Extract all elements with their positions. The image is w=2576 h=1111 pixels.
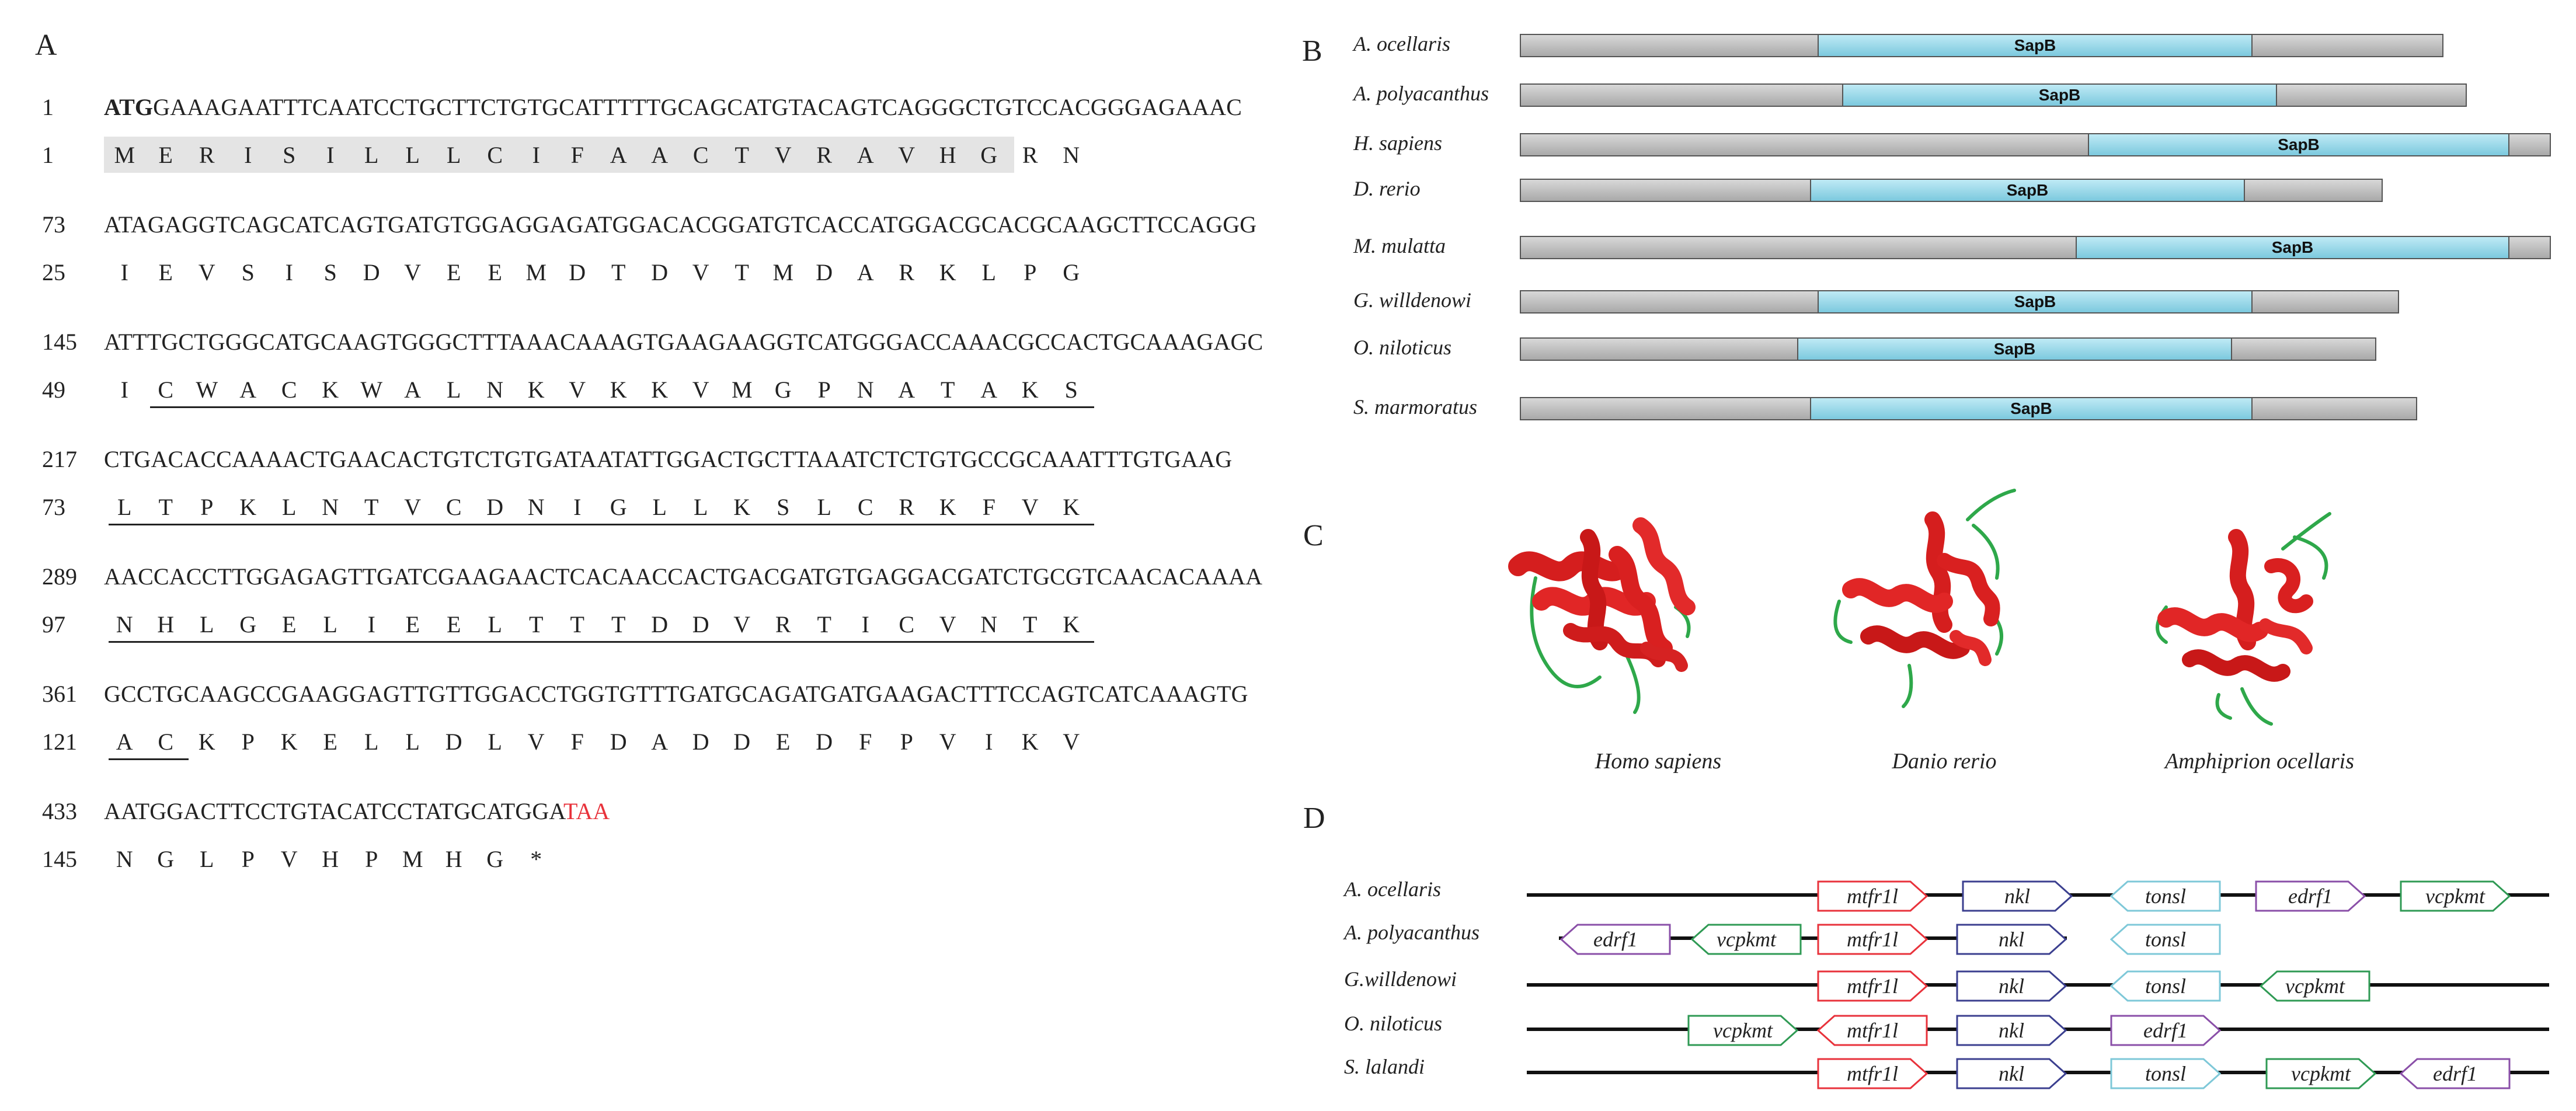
amino-acid-residue: N [857,376,874,403]
amino-acid-residue: T [734,259,749,285]
gene-label: nkl [1999,928,2024,951]
amino-acid-residue: T [1023,611,1038,638]
species-name: A. polyacanthus [1353,82,1489,105]
amino-acid-residue: G [1063,259,1080,285]
gene-label: edrf1 [1593,928,1638,951]
amino-acid-residue: E [405,611,420,638]
amino-acid-residue: S [777,493,790,520]
amino-acid-residue: K [610,376,627,403]
amino-acid-residue: L [981,259,996,285]
amino-acid-residue: E [776,728,791,755]
nt-position-number: 1 [42,94,54,120]
nucleotide-sequence-line [104,680,1248,708]
gene-tonsl [2110,880,2221,912]
amino-acid-residue: D [692,728,709,755]
amino-acid-residue: N [527,493,545,520]
structure-amphiprion-ocellaris [2137,502,2382,736]
amino-acid-residue: S [323,259,337,285]
gene-label: nkl [1999,974,2024,998]
nt-position-number: 433 [42,798,77,824]
gene-label: nkl [2004,884,2030,908]
amino-acid-residue: L [200,845,214,872]
amino-acid-residue: A [116,728,133,755]
amino-acid-residue: C [445,493,462,520]
amino-acid-residue: V [527,728,545,755]
aa-position-number: 97 [42,611,65,638]
amino-acid-residue: T [611,259,626,285]
amino-acid-residue: E [488,259,502,285]
amino-acid-residue: K [939,493,956,520]
amino-acid-residue: D [363,259,380,285]
amino-acid-residue: K [1063,611,1080,638]
amino-acid-residue: F [570,728,584,755]
nt-position-number: 361 [42,681,77,707]
amino-acid-residue: A [651,141,669,168]
amino-acid-sequence-line [104,604,1092,645]
gene-tonsl [2110,924,2221,955]
amino-acid-residue: G [610,493,627,520]
nucleotide-sequence: ATAGAGGTCAGCATCAGTGATGTGGAGGAGATGGACACGGATGTCACCATGGACGCACGCAAGCTTCCAGGG [104,211,1257,238]
amino-acid-residue: D [610,728,627,755]
amino-acid-residue: L [447,376,461,403]
amino-acid-residue: R [1022,141,1038,168]
amino-acid-residue: K [239,493,257,520]
amino-acid-residue: W [196,376,218,403]
amino-acid-residue: H [157,611,175,638]
amino-acid-residue: E [447,611,461,638]
amino-acid-residue: D [486,493,504,520]
sapb-domain: SapB [1842,83,2277,107]
gene-label: vcpkmt [1717,928,1776,951]
amino-acid-residue: N [322,493,339,520]
aa-position-number: 145 [42,846,77,872]
gene-label: mtfr1l [1846,1062,1898,1085]
amino-acid-residue: T [529,611,544,638]
gene-label: edrf1 [2433,1062,2477,1085]
gene-nkl [1956,970,2067,1002]
gene-vcpkmt [2400,880,2511,912]
gene-label: tonsl [2145,884,2186,908]
sapb-domain: SapB [2088,133,2509,156]
amino-acid-residue: L [447,141,461,168]
nt-position-number: 217 [42,446,77,472]
amino-acid-residue: R [199,141,215,168]
amino-acid-residue: P [817,376,831,403]
amino-acid-residue: C [899,611,915,638]
gene-edrf1 [2255,880,2366,912]
start-codon: ATG [104,94,154,120]
amino-acid-residue: T [817,611,831,638]
amino-acid-residue: M [402,845,423,872]
panel-a-letter: A [35,29,57,62]
amino-acid-residue: K [733,493,751,520]
amino-acid-residue: L [488,611,502,638]
amino-acid-residue: G [774,376,792,403]
amino-acid-residue: S [1064,376,1078,403]
amino-acid-residue: K [1021,376,1039,403]
synteny-species-name: A. ocellaris [1344,877,1441,901]
gene-edrf1 [2400,1058,2511,1089]
amino-acid-residue: E [158,259,173,285]
amino-acid-residue: I [985,728,993,755]
amino-acid-residue: K [1021,728,1039,755]
aa-position-number: 25 [42,259,65,285]
amino-acid-residue: D [651,611,669,638]
amino-acid-residue: N [116,845,133,872]
amino-acid-residue: V [1021,493,1039,520]
amino-acid-residue: E [323,728,337,755]
amino-acid-residue: T [364,493,379,520]
amino-acid-residue: I [120,376,128,403]
amino-acid-residue: L [652,493,667,520]
amino-acid-residue: M [525,259,547,285]
nt-position-number: 73 [42,211,65,238]
amino-acid-residue: K [527,376,545,403]
nucleotide-sequence-line [104,93,1242,121]
amino-acid-residue: P [900,728,913,755]
amino-acid-residue: K [939,259,956,285]
amino-acid-residue: K [280,728,298,755]
amino-acid-residue: R [899,493,915,520]
amino-acid-residue: F [982,493,995,520]
amino-acid-residue: I [532,141,540,168]
amino-acid-residue: R [775,611,791,638]
amino-acid-residue: L [488,728,502,755]
gene-mtfr1l [1817,1058,1928,1089]
aa-position-number: 1 [42,142,54,168]
gene-label: tonsl [2145,1062,2186,1085]
amino-acid-residue: P [241,728,255,755]
sapb-region-underline [150,406,1095,408]
amino-acid-residue: A [980,376,998,403]
gene-tonsl [2110,970,2221,1002]
amino-acid-residue: E [282,611,297,638]
panel-c-letter: C [1303,519,1324,552]
amino-acid-residue: G [157,845,175,872]
species-name: H. sapiens [1353,131,1442,155]
amino-acid-residue: P [241,845,255,872]
amino-acid-residue: D [569,259,586,285]
amino-acid-residue: L [323,611,337,638]
nucleotide-sequence: GAAAGAATTTCAATCCTGCTTCTGTGCATTTTTGCAGCATGTACAGTCAGGGCTGTCCACGGGAGAAAC [153,94,1242,120]
gene-label: mtfr1l [1846,928,1898,951]
amino-acid-residue: N [116,611,133,638]
nucleotide-sequence: AACCACCTTGGAGAGTTGATCGAAGAACTCACAACCACTGACGATGTGAGGACGATCTGCGTCAACACAAAA [104,563,1263,590]
amino-acid-sequence-line [104,252,1092,292]
amino-acid-residue: L [364,728,379,755]
amino-acid-residue: G [980,141,998,168]
gene-label: edrf1 [2143,1019,2188,1042]
nucleotide-sequence: ATTTGCTGGGCATGCAAGTGGGCTTTAAACAAAGTGAAGAAGGTCATGGGACCAAACGCCACTGCAAAGAGC [104,329,1263,355]
gene-mtfr1l [1817,1015,1928,1046]
synteny-species-name: A. polyacanthus [1344,921,1480,944]
amino-acid-residue: V [774,141,792,168]
amino-acid-residue: C [692,141,709,168]
nucleotide-sequence-line [104,211,1256,238]
nucleotide-sequence: CTGACACCAAAACTGAACACTGTCTGTGATAATATTGGACTGCTTAAATCTCTGTGCCGCAAATTTGTGAAG [104,446,1233,472]
panel-b-letter: B [1302,34,1322,68]
sapb-domain: SapB [1818,290,2253,314]
amino-acid-residue: G [486,845,504,872]
gene-label: mtfr1l [1846,884,1898,908]
amino-acid-residue: T [158,493,173,520]
species-name: A. ocellaris [1353,32,1450,55]
amino-acid-residue: V [733,611,751,638]
amino-acid-residue: V [198,259,215,285]
gene-edrf1 [2110,1015,2221,1046]
amino-acid-residue: I [285,259,293,285]
amino-acid-residue: L [282,493,297,520]
amino-acid-residue: T [611,611,626,638]
sapb-region-underline [109,524,1094,525]
amino-acid-sequence-line [104,838,557,879]
amino-acid-residue: N [980,611,998,638]
gene-nkl [1956,924,2067,955]
amino-acid-residue: C [158,376,174,403]
synteny-species-name: G.willdenowi [1344,967,1457,991]
amino-acid-residue: A [239,376,257,403]
amino-acid-residue: D [692,611,709,638]
amino-acid-residue: T [570,611,584,638]
amino-acid-residue: V [898,141,915,168]
amino-acid-sequence-line [104,486,1092,527]
stop-codon: TAA [563,798,610,824]
amino-acid-residue: A [610,141,627,168]
amino-acid-residue: I [326,141,335,168]
nucleotide-sequence-line [104,563,1262,590]
amino-acid-residue: H [445,845,462,872]
nt-position-number: 289 [42,563,77,590]
amino-acid-residue: I [861,611,869,638]
gene-vcpkmt [1691,924,1802,955]
aa-position-number: 49 [42,377,65,403]
amino-acid-residue: L [364,141,379,168]
amino-acid-residue: F [859,728,872,755]
amino-acid-residue: A [857,259,874,285]
amino-acid-residue: N [486,376,504,403]
amino-acid-residue: L [405,141,420,168]
amino-acid-residue: M [731,376,753,403]
amino-acid-residue: V [692,376,709,403]
species-name: O. niloticus [1353,336,1451,359]
amino-acid-residue: M [772,259,794,285]
gene-label: vcpkmt [2291,1062,2351,1085]
gene-label: tonsl [2145,974,2186,998]
gene-label: mtfr1l [1846,974,1898,998]
amino-acid-residue: I [244,141,252,168]
structure-label-homo-sapiens: Homo sapiens [1595,749,1722,774]
amino-acid-residue: V [569,376,586,403]
amino-acid-residue: W [360,376,383,403]
nucleotide-sequence-line [104,797,610,825]
amino-acid-residue: * [530,845,542,872]
gene-mtfr1l [1817,880,1928,912]
gene-label: nkl [1999,1062,2024,1085]
amino-acid-residue: R [816,141,833,168]
gene-label: edrf1 [2288,884,2333,908]
amino-acid-residue: L [117,493,132,520]
amino-acid-sequence-line [104,134,1092,175]
species-name: M. mulatta [1353,234,1446,257]
gene-label: nkl [1999,1019,2024,1042]
synteny-species-name: O. niloticus [1344,1012,1442,1035]
amino-acid-residue: A [651,728,669,755]
synteny-species-name: S. lalandi [1344,1055,1425,1078]
amino-acid-residue: E [447,259,461,285]
species-name: S. marmoratus [1353,395,1478,419]
gene-nkl [1956,1015,2067,1046]
amino-acid-residue: D [733,728,751,755]
amino-acid-residue: I [120,259,128,285]
sapb-domain: SapB [1797,337,2232,361]
amino-acid-residue: V [939,728,956,755]
amino-acid-residue: S [283,141,296,168]
sapb-region-underline [109,758,189,760]
amino-acid-residue: L [200,611,214,638]
amino-acid-residue: C [857,493,873,520]
sapb-domain: SapB [2076,236,2509,259]
amino-acid-residue: D [816,259,833,285]
amino-acid-residue: A [898,376,915,403]
amino-acid-residue: V [692,259,709,285]
amino-acid-residue: C [158,728,174,755]
amino-acid-residue: G [239,611,257,638]
amino-acid-residue: K [322,376,339,403]
amino-acid-residue: P [200,493,214,520]
gene-nkl [1962,880,2073,912]
gene-label: mtfr1l [1846,1019,1898,1042]
gene-edrf1 [1560,924,1671,955]
gene-mtfr1l [1817,970,1928,1002]
aa-position-number: 73 [42,494,65,520]
sapb-domain: SapB [1810,397,2253,420]
amino-acid-residue: L [405,728,420,755]
amino-acid-sequence-line [104,369,1092,410]
nt-position-number: 145 [42,329,77,355]
amino-acid-residue: A [404,376,422,403]
amino-acid-residue: L [817,493,831,520]
gene-label: vcpkmt [1713,1019,1773,1042]
structure-label-danio-rerio: Danio rerio [1892,749,1997,774]
amino-acid-residue: L [694,493,708,520]
gene-nkl [1956,1058,2067,1089]
amino-acid-residue: A [857,141,874,168]
amino-acid-residue: D [651,259,669,285]
amino-acid-residue: V [404,259,422,285]
gene-tonsl [2110,1058,2221,1089]
amino-acid-residue: E [158,141,173,168]
amino-acid-residue: V [939,611,956,638]
gene-label: vcpkmt [2425,884,2485,908]
gene-mtfr1l [1817,924,1928,955]
aa-position-number: 121 [42,729,77,755]
species-name: D. rerio [1353,177,1421,200]
species-name: G. willdenowi [1353,288,1472,312]
nucleotide-sequence: AATGGACTTCCTGTACATCCTATGCATGGA [104,798,563,824]
sapb-domain: SapB [1810,179,2245,202]
gene-label: vcpkmt [2285,974,2345,998]
gene-label: tonsl [2145,928,2186,951]
structure-label-amphiprion-ocellaris: Amphiprion ocellaris [2164,749,2355,774]
structure-homo-sapiens [1501,502,1722,718]
structure-danio-rerio [1816,485,2061,718]
panel-d-letter: D [1303,802,1325,835]
gene-vcpkmt [1687,1015,1798,1046]
gene-vcpkmt [2260,970,2370,1002]
sapb-domain: SapB [1818,34,2253,57]
amino-acid-residue: T [941,376,955,403]
amino-acid-residue: M [114,141,135,168]
amino-acid-residue: P [1024,259,1037,285]
amino-acid-residue: K [651,376,669,403]
amino-acid-residue: C [281,376,297,403]
amino-acid-residue: C [487,141,503,168]
amino-acid-residue: F [570,141,584,168]
amino-acid-residue: I [367,611,375,638]
amino-acid-residue: T [734,141,749,168]
amino-acid-residue: I [573,493,582,520]
nucleotide-sequence-line [104,328,1263,356]
gene-vcpkmt [2265,1058,2376,1089]
amino-acid-residue: N [1063,141,1080,168]
amino-acid-residue: P [365,845,378,872]
amino-acid-residue: V [1063,728,1080,755]
nucleotide-sequence-line [104,445,1232,473]
sapb-region-underline [109,641,1094,643]
amino-acid-residue: V [280,845,298,872]
amino-acid-residue: R [899,259,915,285]
amino-acid-residue: D [445,728,462,755]
amino-acid-residue: K [1063,493,1080,520]
amino-acid-residue: D [816,728,833,755]
amino-acid-residue: S [241,259,255,285]
nucleotide-sequence: GCCTGCAAGCCGAAGGAGTTGTTGGACCTGGTGTTTGATGCAGATGATGAAGACTTTCCAGTCATCAAAGTG [104,681,1248,707]
amino-acid-residue: H [322,845,339,872]
amino-acid-residue: K [198,728,215,755]
amino-acid-residue: V [404,493,422,520]
amino-acid-residue: H [939,141,956,168]
amino-acid-sequence-line [104,721,1092,762]
